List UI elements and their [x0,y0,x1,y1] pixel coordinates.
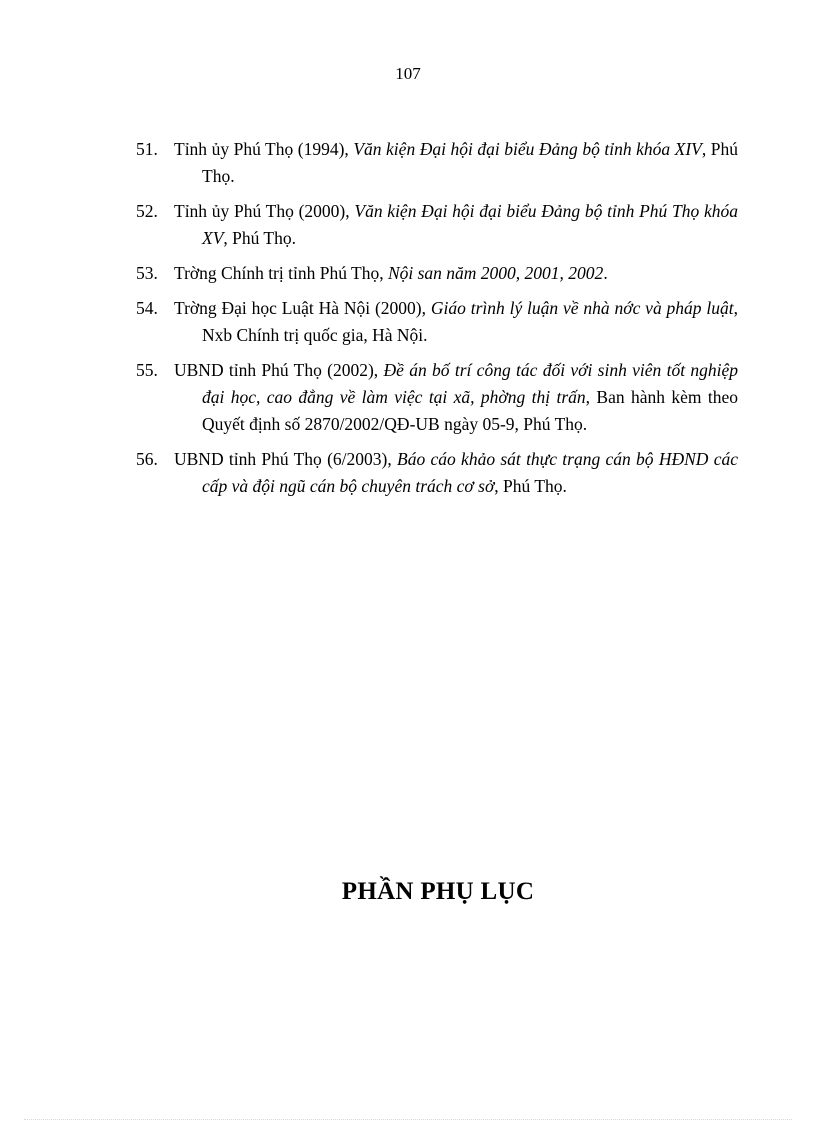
reference-item [136,295,738,349]
reference-title: Nội san năm 2000, 2001, 2002 [387,263,604,283]
page-number: 107 [395,64,421,83]
reference-author: Trờng Chính trị tỉnh Phú Thọ, [174,263,388,283]
reference-author: UBND tỉnh Phú Thọ (6/2003), [174,449,398,469]
reference-title: Đề án bố trí công tác đối với sinh viên tốt nghiệp đại học, cao đẳng về làm việc tại xã, phờng thị trấn [202,360,738,407]
reference-publisher: . [603,263,608,283]
reference-number: 52. [136,201,158,221]
reference-item [136,446,738,500]
reference-item [136,357,738,438]
reference-author: UBND tỉnh Phú Thọ (2002), [174,360,384,380]
reference-title: Giáo trình lý luận về nhà nớc và pháp luật [430,298,734,318]
reference-title: Văn kiện Đại hội đại biểu Đảng bộ tỉnh khóa XIV [353,139,702,159]
reference-number: 53. [136,263,158,283]
reference-item [136,136,738,190]
reference-number: 51. [136,139,158,159]
reference-item [136,198,738,252]
reference-author: Tỉnh ủy Phú Thọ (1994), [174,139,354,159]
reference-number: 55. [136,360,158,380]
page-bottom-divider [24,1119,792,1120]
reference-list [136,136,738,508]
reference-publisher: , Phú Thọ. [223,228,296,248]
reference-author: Trờng Đại học Luật Hà Nội (2000), [174,298,431,318]
reference-title: Văn kiện Đại hội đại biểu Đảng bộ tỉnh Phú Thọ khóa XV [202,201,738,248]
reference-author: Tỉnh ủy Phú Thọ (2000), [174,201,355,221]
reference-title: Báo cáo khảo sát thực trạng cán bộ HĐND các cấp và đội ngũ cán bộ chuyên trách cơ sở [202,449,738,496]
reference-item [136,260,738,287]
appendix-heading: PHẦN PHỤ LỤC [341,878,535,905]
reference-publisher: , Ban hành kèm theo Quyết định số 2870/2002/QĐ-UB ngày 05-9, Phú Thọ. [202,387,739,434]
reference-publisher: , Nxb Chính trị quốc gia, Hà Nội. [202,298,738,345]
reference-publisher: , Phú Thọ. [202,139,738,186]
reference-number: 56. [136,449,158,469]
reference-number: 54. [136,298,158,318]
reference-publisher: , Phú Thọ. [494,476,567,496]
